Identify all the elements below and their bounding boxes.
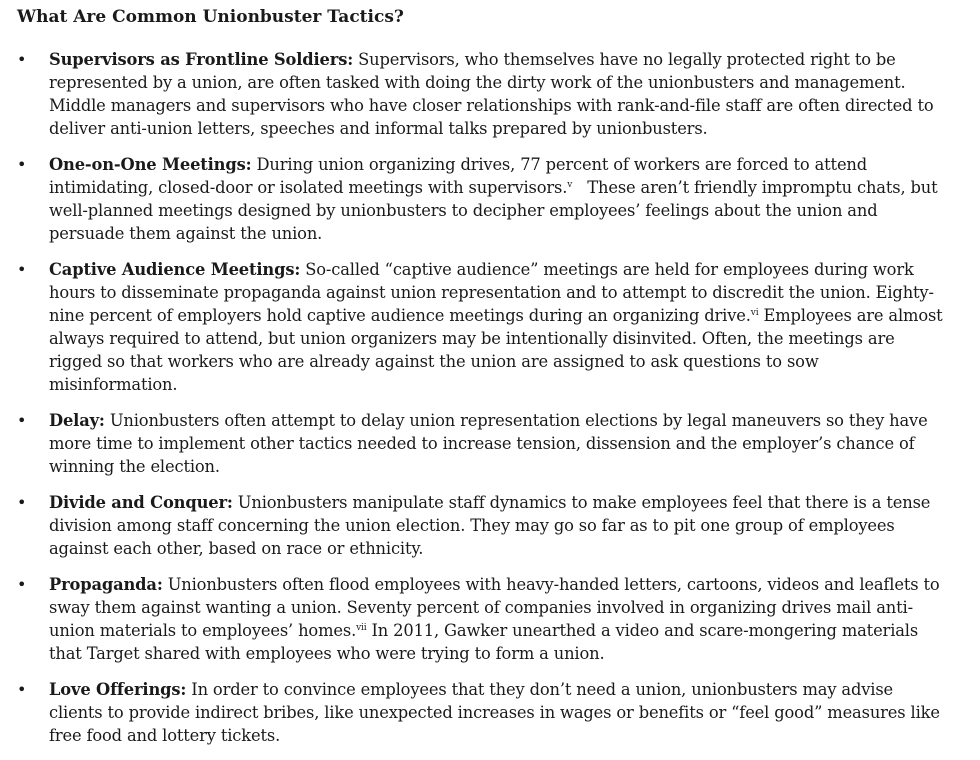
list-item [0,409,980,478]
list-item [0,48,980,140]
bullet-icon: • [17,411,27,430]
item-text: Unionbusters manipulate staff dynamics to make employees feel that there is a tense division among staff concerning the union election. They may go so far as to pit one group of employees against each other, based on race or ethnicity. [49,493,931,558]
item-text: In order to convince employees that they don’t need a union, unionbusters may advise clients to provide indirect bribes, like unexpected increases in wages or benefits or “feel good” measures like free food and lottery tickets. [49,680,940,745]
bullet-icon: • [17,493,27,512]
item-text: So-called “captive audience” meetings are held for employees during work hours to disseminate propaganda against union representation and to attempt to discredit the union. Eighty-nine percent of employers hold captive audience meetings during an organizing drive. [49,260,934,325]
section-heading: What Are Common Unionbuster Tactics? [17,7,404,27]
item-term: Love Offerings: [49,680,187,699]
list-item [0,678,980,747]
list-item [0,491,980,560]
item-term: One-on-One Meetings: [49,155,252,174]
bullet-icon: • [17,260,27,279]
list-item [0,153,980,245]
item-term: Supervisors as Frontline Soldiers: [49,50,354,69]
item-text-continued: Employees are almost always required to attend, but union organizers may be intentionally disinvited. Often, the meetings are rigged so that workers who are already against the union are assigned to ask questions to sow misinformation. [49,306,943,394]
item-text: Supervisors, who themselves have no legally protected right to be represented by a union, are often tasked with doing the dirty work of the unionbusters and management. Middle managers and supervisors who have closer relationships with rank-and-file staff are often directed to deliver anti-union letters, speeches and informal talks prepared by unionbusters. [49,50,934,138]
item-text-continued: In 2011, Gawker unearthed a video and scare-mongering materials that Target shared with employees who were trying to form a union. [49,621,919,663]
list-item [0,573,980,665]
tactics-list [0,48,980,760]
item-text-continued: These aren’t friendly impromptu chats, but well-planned meetings designed by unionbusters to decipher employees’ feelings about the union and persuade them against the union. [49,178,943,243]
item-text: Unionbusters often flood employees with heavy-handed letters, cartoons, videos and leaflets to sway them against wanting a union. Seventy percent of companies involved in organizing drives mail anti-union materials to employees’ homes. [49,575,940,640]
item-term: Delay: [49,411,105,430]
item-text: Unionbusters often attempt to delay union representation elections by legal maneuvers so they have more time to implement other tactics needed to increase tension, dissension and the employer’s chance of winning the election. [49,411,928,476]
footnote-marker: v [567,180,573,190]
item-term: Captive Audience Meetings: [49,260,301,279]
bullet-icon: • [17,575,27,594]
bullet-icon: • [17,680,27,699]
bullet-icon: • [17,155,27,174]
list-item [0,258,980,396]
item-text: During union organizing drives, 77 percent of workers are forced to attend intimidating, closed-door or isolated meetings with supervisors. [49,155,868,197]
item-term: Divide and Conquer: [49,493,233,512]
footnote-marker: vii [356,623,367,633]
item-term: Propaganda: [49,575,163,594]
footnote-marker: vi [750,308,759,318]
bullet-icon: • [17,50,27,69]
